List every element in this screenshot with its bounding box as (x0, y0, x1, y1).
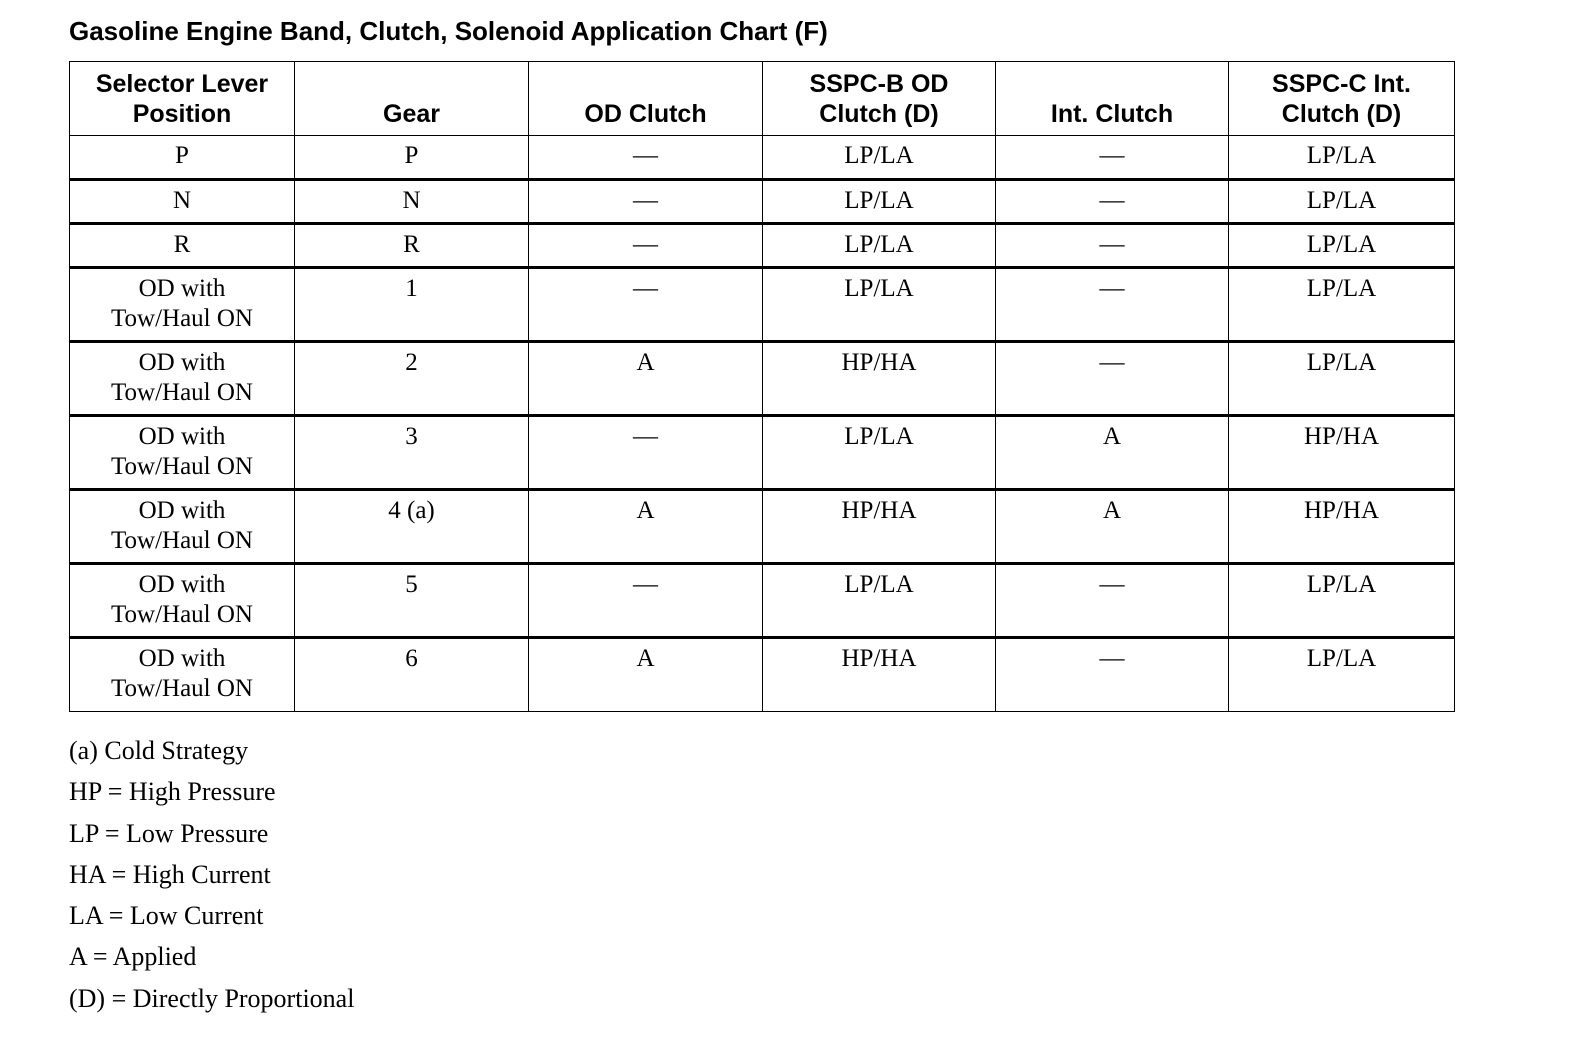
cell-position (70, 416, 295, 490)
cell-sspc-c: LP/LA (1229, 342, 1455, 416)
col-header-line: Clutch (D) (1281, 100, 1402, 128)
col-header-line: Clutch (D) (819, 100, 939, 128)
cell-line: N (172, 187, 192, 214)
legend-item-cold-strategy: (a) Cold Strategy (69, 736, 249, 765)
cell-sspc-c: LP/LA (1229, 564, 1455, 638)
table-row (70, 564, 1455, 638)
table-row (70, 180, 1455, 224)
cell-int-clutch: — (996, 136, 1229, 180)
cell-gear: P (295, 136, 529, 180)
table-row (70, 342, 1455, 416)
cell-sspc-b: HP/HA (763, 638, 996, 712)
cell-line: Tow/Haul ON (111, 453, 253, 480)
cell-gear: 1 (295, 268, 529, 342)
table-row (70, 416, 1455, 490)
col-header-line: Selector Lever (95, 70, 269, 98)
cell-position (70, 638, 295, 712)
legend-item-directly-proportional: (D) = Directly Proportional (69, 983, 355, 1013)
cell-int-clutch: — (996, 224, 1229, 268)
cell-od-clutch: A (529, 638, 763, 712)
table-row (70, 268, 1455, 342)
legend-item-low-current: LA = Low Current (69, 901, 264, 931)
cell-sspc-b: LP/LA (763, 416, 996, 490)
table-row (70, 638, 1455, 712)
cell-int-clutch: — (996, 638, 1229, 712)
chart-title: Gasoline Engine Band, Clutch, Solenoid Application Chart (F) (69, 16, 828, 46)
cell-int-clutch: A (996, 416, 1229, 490)
cell-sspc-b: LP/LA (763, 136, 996, 180)
cell-od-clutch: A (529, 490, 763, 564)
cell-int-clutch: — (996, 342, 1229, 416)
cell-od-clutch: A (529, 342, 763, 416)
cell-sspc-c: LP/LA (1229, 638, 1455, 712)
cell-position (70, 136, 295, 180)
cell-line: R (173, 231, 191, 258)
cell-line: OD with (138, 571, 226, 598)
cell-gear: R (295, 224, 529, 268)
cell-sspc-c: HP/HA (1229, 416, 1455, 490)
cell-int-clutch: — (996, 268, 1229, 342)
col-header-gear (295, 62, 529, 136)
cell-sspc-c: HP/HA (1229, 490, 1455, 564)
legend-item-applied: A = Applied (69, 942, 197, 972)
col-header-line: OD Clutch (584, 100, 707, 128)
legend-item-high-pressure: HP = High Pressure (69, 777, 276, 807)
cell-position (70, 564, 295, 638)
col-header-od-clutch (529, 62, 763, 136)
cell-od-clutch: — (529, 180, 763, 224)
cell-gear: 3 (295, 416, 529, 490)
cell-sspc-b: LP/LA (763, 268, 996, 342)
cell-sspc-b: HP/HA (763, 342, 996, 416)
cell-sspc-b: LP/LA (763, 564, 996, 638)
table-row (70, 490, 1455, 564)
cell-line: Tow/Haul ON (111, 305, 253, 332)
col-header-line: Int. Clutch (1050, 100, 1174, 128)
cell-od-clutch: — (529, 416, 763, 490)
col-header-line: SSPC-B OD (809, 70, 949, 98)
cell-position (70, 224, 295, 268)
cell-line: OD with (138, 645, 226, 672)
cell-position (70, 342, 295, 416)
cell-line: Tow/Haul ON (111, 675, 253, 702)
col-header-selector-lever-position (70, 62, 295, 136)
cell-line: OD with (138, 497, 226, 524)
cell-line: Tow/Haul ON (111, 527, 253, 554)
col-header-int-clutch (996, 62, 1229, 136)
table-row (70, 224, 1455, 268)
table-row (70, 136, 1455, 180)
cell-sspc-b: LP/LA (763, 224, 996, 268)
cell-od-clutch: — (529, 224, 763, 268)
cell-line: P (175, 142, 189, 169)
legend (69, 734, 354, 1023)
col-header-line: SSPC-C Int. (1272, 70, 1411, 98)
cell-sspc-b: HP/HA (763, 490, 996, 564)
cell-int-clutch: A (996, 490, 1229, 564)
cell-sspc-c: LP/LA (1229, 268, 1455, 342)
cell-line: OD with (138, 349, 226, 376)
legend-item-low-pressure: LP = Low Pressure (69, 818, 269, 848)
cell-position (70, 268, 295, 342)
cell-od-clutch: — (529, 268, 763, 342)
cell-line: Tow/Haul ON (111, 379, 253, 406)
cell-int-clutch: — (996, 180, 1229, 224)
col-header-sspc-b-od-clutch (763, 62, 996, 136)
cell-position (70, 180, 295, 224)
cell-line: OD with (138, 275, 226, 302)
cell-od-clutch: — (529, 564, 763, 638)
cell-gear: 5 (295, 564, 529, 638)
col-header-line: Gear (383, 100, 440, 128)
cell-line: OD with (138, 423, 226, 450)
cell-od-clutch: — (529, 136, 763, 180)
cell-int-clutch: — (996, 564, 1229, 638)
application-table (69, 61, 1455, 712)
cell-gear: 2 (295, 342, 529, 416)
cell-position (70, 490, 295, 564)
cell-line: Tow/Haul ON (111, 601, 253, 628)
cell-sspc-c: LP/LA (1229, 180, 1455, 224)
cell-sspc-c: LP/LA (1229, 224, 1455, 268)
col-header-line: Position (132, 100, 232, 128)
legend-item-high-current: HA = High Current (69, 859, 271, 889)
col-header-sspc-c-int-clutch (1229, 62, 1455, 136)
cell-sspc-c: LP/LA (1229, 136, 1455, 180)
cell-sspc-b: LP/LA (763, 180, 996, 224)
cell-gear: 4 (a) (295, 490, 529, 564)
table-header-row (70, 62, 1455, 136)
cell-gear: 6 (295, 638, 529, 712)
cell-gear: N (295, 180, 529, 224)
